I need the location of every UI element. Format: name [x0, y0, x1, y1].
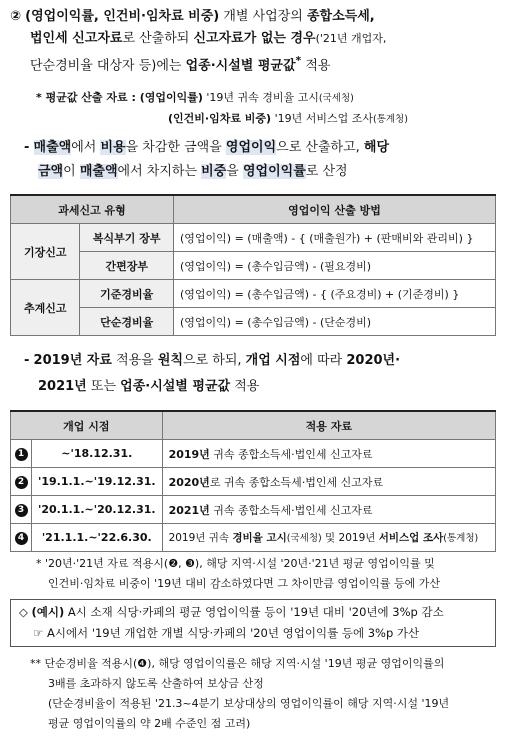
section-lead: (영업이익률, 인건비·임차료 비중) — [25, 9, 220, 24]
text-bold: (인건비·임차료 비중) — [168, 112, 272, 125]
note-line: 평균 영업이익률의 약 2배 수준인 점 고려) — [48, 717, 251, 730]
formula-cell: (영업이익) = (총수입금액) - { (주요경비) + (기준경비) } — [174, 280, 496, 308]
text: '19년 서비스업 조사 — [271, 112, 373, 125]
text: 이 — [63, 164, 80, 179]
bullet-dash: - — [24, 140, 30, 155]
text-bold: 2020년· — [346, 353, 401, 368]
bullet-dash: - — [24, 353, 30, 368]
text: 및 2019년 — [321, 532, 379, 544]
column-header: 개업 시점 — [11, 411, 163, 440]
table-row — [11, 496, 496, 524]
text-bold: (영업이익률) — [139, 91, 203, 104]
text: 을 차감한 금액을 — [125, 140, 226, 155]
text-bold: 신고자료가 없는 경우 — [193, 31, 316, 46]
text: 에서 차지하는 — [117, 164, 202, 179]
column-header: 영업이익 산출 방법 — [174, 195, 496, 224]
text-bold: 업종·시설별 평균값 — [120, 379, 231, 394]
column-header: 과세신고 유형 — [11, 195, 174, 224]
text: 적용 — [301, 58, 331, 74]
text: 단순경비율 대상자 등)에는 — [30, 58, 186, 74]
formula-cell: (영업이익) = (매출액) - { (매출원가) + (판매비와 관리비) } — [174, 224, 496, 252]
table-header-row — [11, 411, 496, 440]
text-bold: 원칙 — [157, 353, 184, 368]
text-small: (국세청) — [318, 93, 354, 104]
note-line: (단순경비율이 적용된 '21.3~4분기 보상대상의 영업이익률이 해당 지역·시설 '19년 — [48, 697, 450, 710]
type-cell: 간편장부 — [80, 252, 174, 280]
text: 으로 산출하고, — [276, 140, 364, 155]
source-cell — [162, 524, 495, 552]
text-bold: 2019년 자료 — [33, 353, 112, 368]
operating-profit-method-table — [10, 194, 496, 336]
text-bold: 해당 — [363, 140, 390, 155]
circled-number-icon: 2 — [15, 476, 28, 489]
note-line: ** 단순경비율 적용시(❹), 해당 영업이익률은 해당 지역·시설 '19년 평균 영업이익률의 — [30, 657, 445, 670]
text-bold: 법인세 신고자료 — [30, 31, 123, 46]
source-cell — [162, 496, 495, 524]
group-cell: 기장신고 — [11, 224, 80, 280]
average-source-note — [36, 88, 496, 130]
text-small: (통계청) — [372, 114, 408, 125]
example-label: (예시) — [31, 605, 65, 619]
note-line: 3배를 초과하지 않도록 산출하여 보상금 산정 — [48, 677, 264, 690]
text: 을 — [226, 164, 243, 179]
diamond-icon: ◇ — [19, 605, 32, 619]
example-box — [10, 599, 496, 647]
text: 또는 — [86, 379, 121, 394]
text-small: (통계청) — [443, 533, 479, 544]
text: 개별 사업장의 — [219, 9, 307, 24]
source-cell — [162, 440, 495, 468]
type-cell: 복식부기 장부 — [80, 224, 174, 252]
text: 로 귀속 종합소득세·법인세 신고자료 — [209, 475, 384, 489]
text: 귀속 종합소득세·법인세 신고자료 — [209, 503, 373, 517]
row-number — [11, 440, 32, 468]
period-cell: '21.1.1.~'22.6.30. — [32, 524, 163, 552]
text: 에서 — [71, 140, 101, 155]
text-highlight: 매출액 — [79, 164, 118, 179]
text: A시 소재 식당·카페의 평균 영업이익률 등이 '19년 대비 '20년에 3%p 감소 — [64, 605, 444, 619]
bullet-apply-year — [24, 348, 499, 400]
formula-cell: (영업이익) = (총수입금액) - (단순경비) — [174, 308, 496, 336]
note-line: 인건비·임차료 비중이 '19년 대비 감소하였다면 그 차이만큼 영업이익률 등에 가산 — [48, 577, 441, 590]
recent-data-note — [36, 554, 498, 594]
footnote-mark: * — [295, 54, 302, 67]
text-highlight: 금액 — [38, 164, 64, 179]
text-bold: 서비스업 조사 — [378, 532, 444, 544]
row-number — [11, 468, 32, 496]
note-line: * '20년·'21년 자료 적용시(❷, ❸), 해당 지역·시설 '20년·'21년 평균 영업이익률 및 — [36, 557, 435, 570]
table-row — [11, 224, 496, 252]
text-bold: 업종·시설별 평균값 — [185, 58, 296, 74]
table-row — [11, 252, 496, 280]
text-highlight: 비중 — [201, 164, 227, 179]
row-number — [11, 496, 32, 524]
text-bold: 2020년 — [168, 475, 210, 489]
period-cell: '20.1.1.~'20.12.31. — [32, 496, 163, 524]
text-bold: 개업 시점 — [245, 353, 301, 368]
text: ('21년 개업자, — [315, 32, 387, 45]
text-highlight: 영업이익 — [225, 140, 277, 155]
table-row — [11, 468, 496, 496]
text: 적용을 — [111, 353, 158, 368]
text-bold: 종합소득세, — [306, 9, 375, 24]
type-cell: 단순경비율 — [80, 308, 174, 336]
circled-number-icon: 1 — [15, 448, 28, 461]
table-row — [11, 308, 496, 336]
circled-number-icon: 3 — [15, 504, 28, 517]
opening-period-table — [10, 410, 496, 552]
text-highlight: 영업이익률 — [242, 164, 306, 179]
text-highlight: 매출액 — [33, 140, 72, 155]
text-bold: 경비율 고시 — [232, 532, 287, 544]
text-highlight: 비용 — [100, 140, 126, 155]
row-number — [11, 524, 32, 552]
table-row — [11, 440, 496, 468]
text: 로 산출하되 — [122, 31, 194, 46]
text-small: (국세청) — [286, 533, 322, 544]
bullet-operating-profit — [24, 136, 499, 184]
source-cell — [162, 468, 495, 496]
table-header-row — [11, 195, 496, 224]
text-bold: 2021년 — [38, 379, 87, 394]
section-number: ② — [10, 9, 22, 24]
formula-cell: (영업이익) = (총수입금액) - (필요경비) — [174, 252, 496, 280]
text: 2019년 귀속 — [168, 532, 233, 544]
text: 에 따라 — [300, 353, 347, 368]
simple-expense-note — [30, 654, 500, 734]
section-2-paragraph — [10, 6, 500, 77]
type-cell: 기준경비율 — [80, 280, 174, 308]
circled-number-icon: 4 — [15, 532, 28, 545]
text: 으로 하되, — [183, 353, 246, 368]
column-header: 적용 자료 — [162, 411, 495, 440]
period-cell: '19.1.1.~'19.12.31. — [32, 468, 163, 496]
text-bold: 2021년 — [168, 503, 210, 517]
period-cell: ~'18.12.31. — [32, 440, 163, 468]
text: '19년 귀속 경비율 고시 — [202, 91, 319, 104]
example-line: ☞ A시에서 '19년 개업한 개별 식당·카페의 '20년 영업이익률 등에 3%p 가산 — [33, 626, 420, 640]
text: 로 산정 — [305, 164, 348, 179]
group-cell: 추계신고 — [11, 280, 80, 336]
note-label: * 평균값 산출 자료 : — [36, 91, 140, 104]
text-bold: 2019년 — [168, 447, 210, 461]
table-row — [11, 524, 496, 552]
text: 귀속 종합소득세·법인세 신고자료 — [209, 447, 373, 461]
text: 적용 — [230, 379, 260, 394]
table-row — [11, 280, 496, 308]
